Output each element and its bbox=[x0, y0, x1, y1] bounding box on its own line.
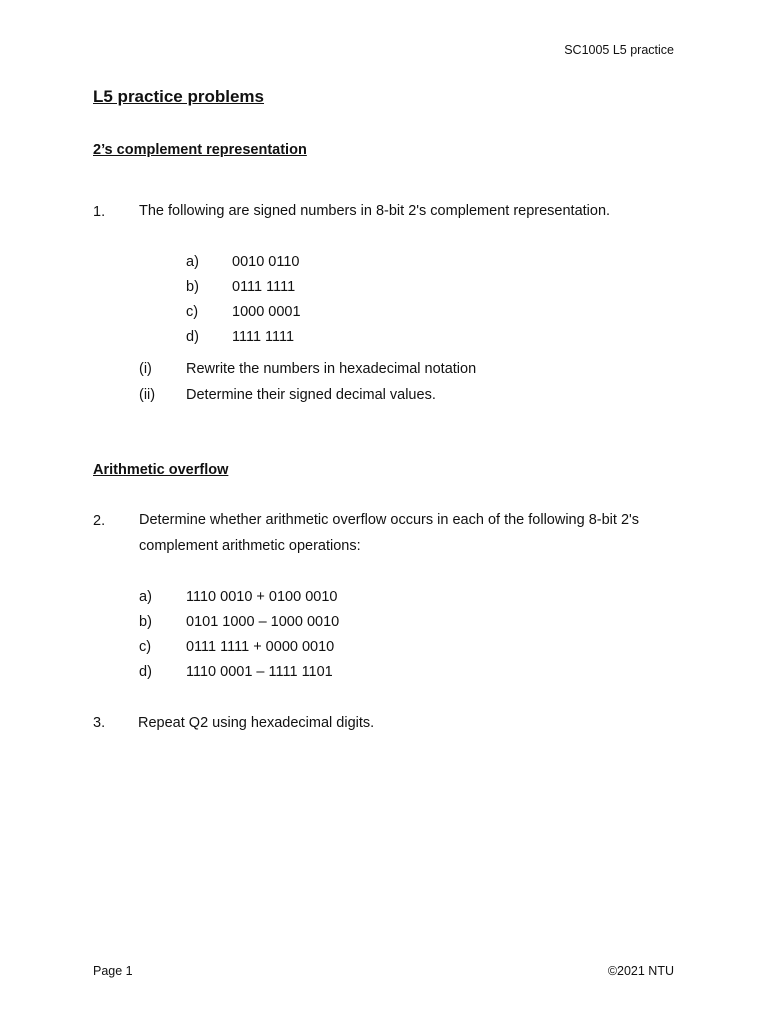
header-course-code: SC1005 L5 practice bbox=[564, 43, 674, 57]
question-3-text: Repeat Q2 using hexadecimal digits. bbox=[138, 715, 375, 731]
q2-item-b-value: 0101 1000 – 1000 0010 bbox=[186, 614, 340, 630]
footer-copyright: ©2021 NTU bbox=[607, 964, 674, 978]
question-1-text: The following are signed numbers in 8-bit 2's complement representation. bbox=[139, 203, 611, 219]
q1-item-c-label: c) bbox=[186, 304, 199, 320]
q2-item-d-label: d) bbox=[139, 664, 152, 680]
q1-task-i-text: Rewrite the numbers in hexadecimal notation bbox=[186, 361, 477, 377]
question-3-number: 3. bbox=[93, 715, 106, 731]
q2-item-c-value: 0111 1111 + 0000 0010 bbox=[186, 639, 335, 655]
q1-item-d-value: 1111 1111 bbox=[232, 329, 295, 345]
q2-item-d-value: 1110 0001 – 1111 1101 bbox=[186, 664, 333, 680]
q1-item-b-value: 0111 1111 bbox=[232, 279, 296, 295]
q1-task-ii-text: Determine their signed decimal values. bbox=[186, 387, 436, 403]
q2-item-b-label: b) bbox=[139, 614, 152, 630]
question-2-text: Determine whether arithmetic overflow occurs in each of the following 8-bit 2's complement arithmetic operations: bbox=[139, 512, 640, 554]
q1-item-b-label: b) bbox=[186, 279, 199, 295]
question-2-number: 2. bbox=[93, 513, 106, 529]
q2-item-c-label: c) bbox=[139, 639, 152, 655]
q1-item-a-label: a) bbox=[186, 254, 199, 270]
footer-page-number: Page 1 bbox=[93, 964, 133, 978]
question-1-number: 1. bbox=[93, 204, 106, 220]
q1-task-i-label: (i) bbox=[139, 361, 152, 377]
q2-item-a-value: 1110 0010 + 0100 0010 bbox=[186, 589, 338, 605]
section-title-2s-complement: 2’s complement representation bbox=[93, 142, 307, 158]
page-title: L5 practice problems bbox=[93, 87, 265, 106]
q2-item-a-label: a) bbox=[139, 589, 152, 605]
q1-item-d-label: d) bbox=[186, 329, 199, 345]
q1-item-a-value: 0010 0110 bbox=[232, 254, 300, 270]
q1-item-c-value: 1000 0001 bbox=[232, 304, 301, 320]
section-title-arithmetic-overflow: Arithmetic overflow bbox=[93, 462, 229, 478]
q1-task-ii-label: (ii) bbox=[139, 387, 156, 403]
